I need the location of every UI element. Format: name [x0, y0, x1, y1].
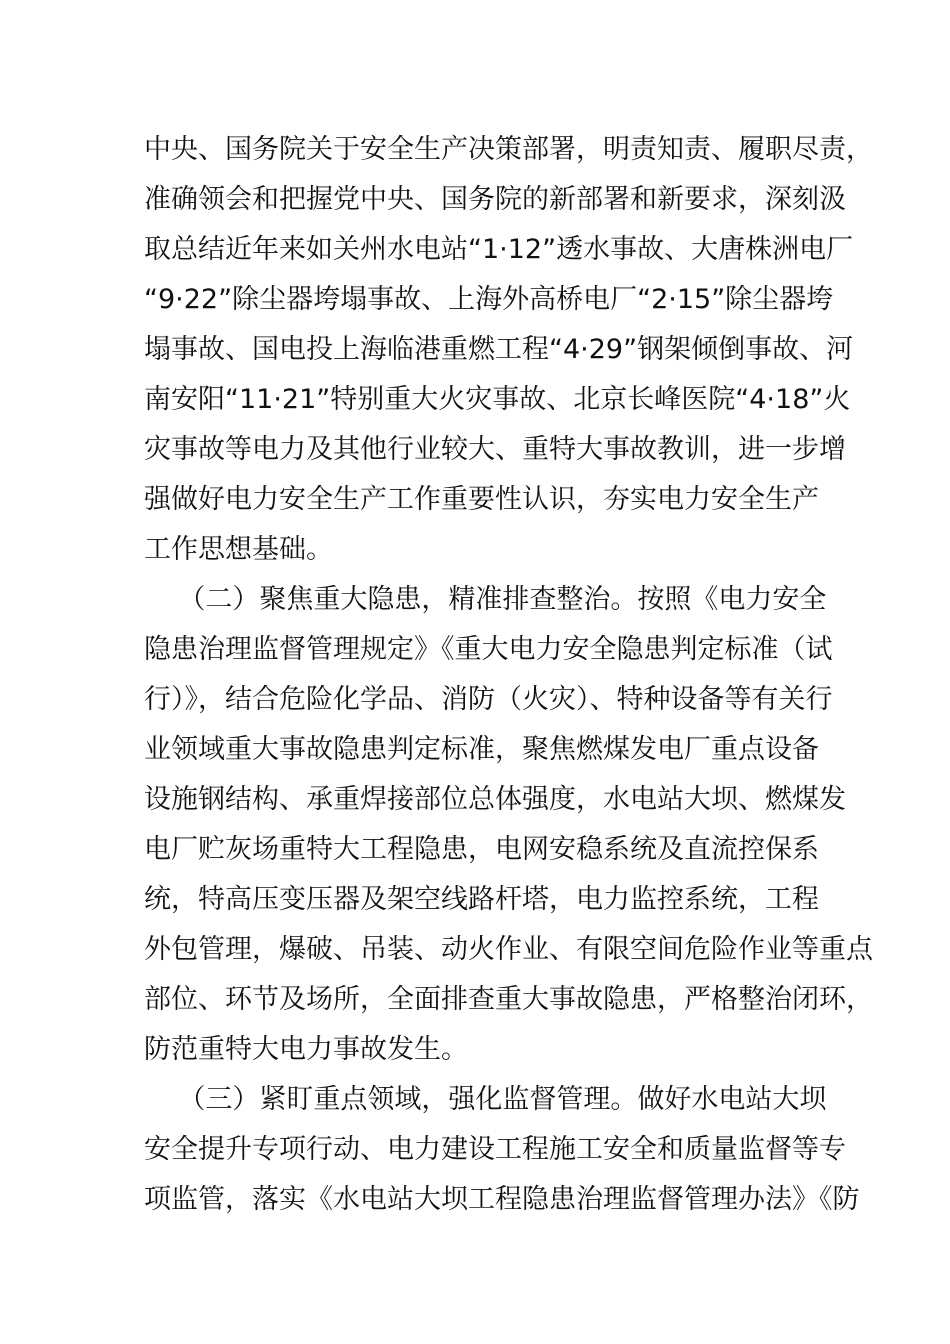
paragraph-line: 强做好电力安全生产工作重要性认识，夯实电力安全生产 — [144, 484, 819, 515]
paragraph-line: 防范重特大电力事故发生。 — [144, 1034, 468, 1065]
paragraph-line: 项监管，落实《水电站大坝工程隐患治理监督管理办法》《防 — [144, 1184, 860, 1215]
paragraph-line: 安全提升专项行动、电力建设工程施工安全和质量监督等专 — [144, 1134, 846, 1165]
paragraph-line: 灾事故等电力及其他行业较大、重特大事故教训，进一步增 — [144, 434, 846, 465]
paragraph-line: 塌事故、国电投上海临港重燃工程“4·29”钢架倾倒事故、河 — [144, 334, 854, 365]
paragraph-line: 行）》，结合危险化学品、消防（火灾）、特种设备等有关行 — [144, 684, 833, 715]
paragraph-line: （三）紧盯重点领域，强化监督管理。做好水电站大坝 — [144, 1084, 827, 1115]
paragraph-line: “9·22”除尘器垮塌事故、上海外高桥电厂“2·15”除尘器垮 — [144, 284, 834, 315]
paragraph-line: 工作思想基础。 — [144, 534, 333, 565]
paragraph-3 — [144, 1075, 860, 1225]
paragraph-2 — [144, 575, 873, 1075]
paragraph-line: 取总结近年来如关州水电站“1·12”透水事故、大唐株洲电厂 — [144, 234, 854, 265]
paragraph-line: 外包管理，爆破、吊装、动火作业、有限空间危险作业等重点 — [144, 934, 873, 965]
paragraph-line: 隐患治理监督管理规定》《重大电力安全隐患判定标准（试 — [144, 634, 833, 665]
paragraph-line: 统，特高压变压器及架空线路杆塔，电力监控系统，工程 — [144, 884, 819, 915]
paragraph-line: 部位、环节及场所，全面排查重大事故隐患，严格整治闭环， — [144, 984, 873, 1015]
paragraph-line: 中央、国务院关于安全生产决策部署，明责知责、履职尽责， — [144, 134, 873, 165]
paragraph-line: 准确领会和把握党中央、国务院的新部署和新要求，深刻汲 — [144, 184, 846, 215]
paragraph-line: （二）聚焦重大隐患，精准排查整治。按照《电力安全 — [144, 584, 827, 615]
paragraph-1 — [144, 125, 873, 575]
paragraph-line: 电厂贮灰场重特大工程隐患，电网安稳系统及直流控保系 — [144, 834, 819, 865]
document-body — [144, 125, 873, 1225]
paragraph-line: 业领域重大事故隐患判定标准，聚焦燃煤发电厂重点设备 — [144, 734, 819, 765]
paragraph-line: 南安阳“11·21”特别重大火灾事故、北京长峰医院“4·18”火 — [144, 384, 851, 415]
paragraph-line: 设施钢结构、承重焊接部位总体强度，水电站大坝、燃煤发 — [144, 784, 846, 815]
